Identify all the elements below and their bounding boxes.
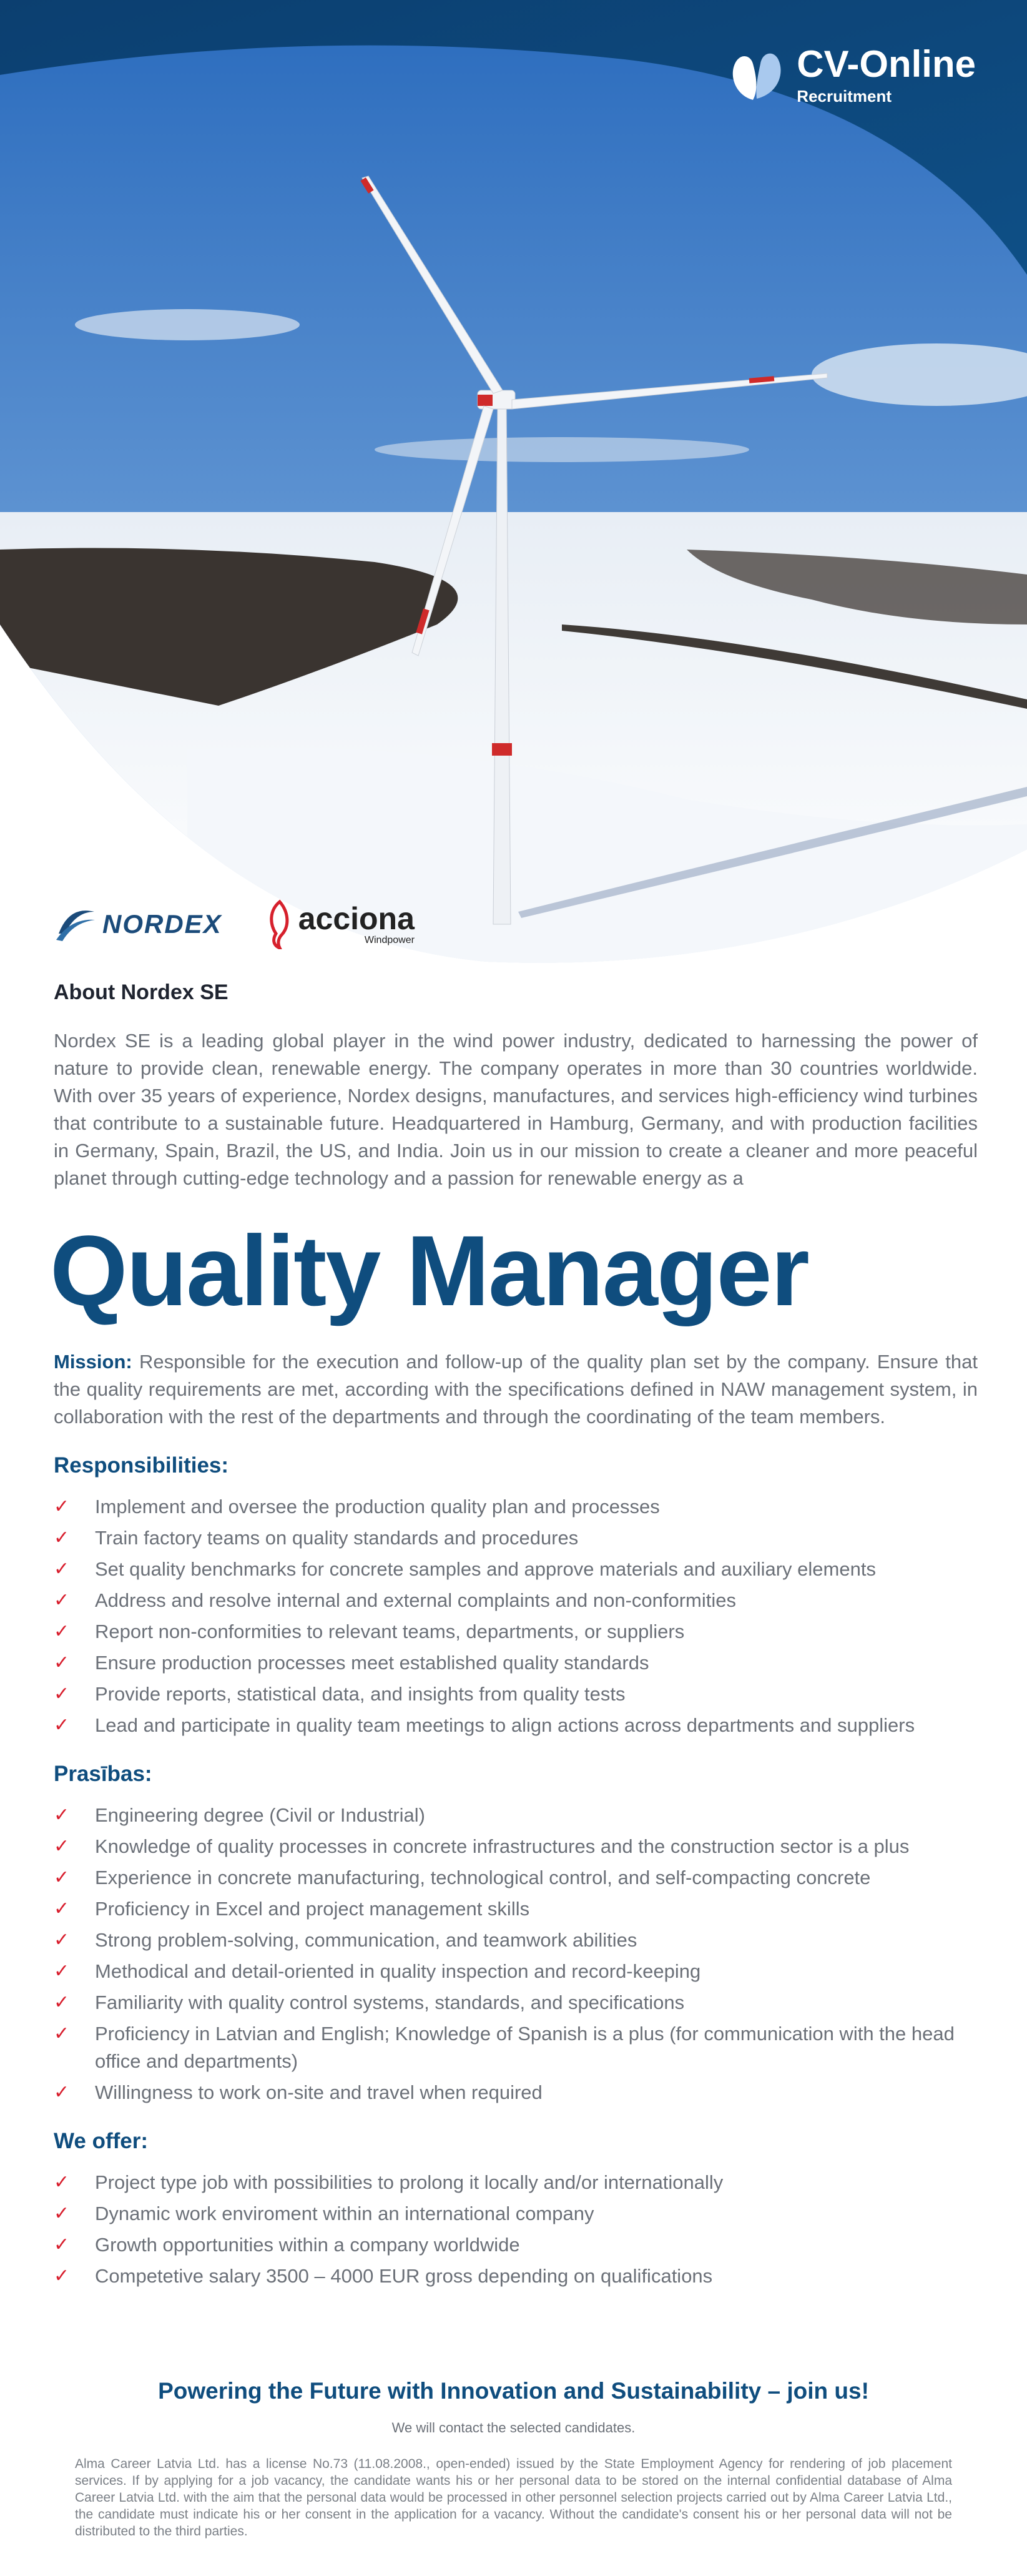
responsibilities-title: Responsibilities: [54, 1453, 229, 1478]
check-icon: ✓ [54, 1559, 70, 1579]
check-icon: ✓ [54, 1590, 70, 1611]
check-icon: ✓ [54, 1898, 70, 1919]
wind-turbine-photo [0, 0, 1027, 974]
acciona-logo [266, 899, 415, 949]
list-item [54, 1712, 978, 1739]
check-icon: ✓ [54, 1805, 70, 1825]
list-item-text: Report non-conformities to relevant teams, departments, or suppliers [95, 1621, 685, 1642]
check-icon: ✓ [54, 2082, 70, 2103]
check-icon: ✓ [54, 1715, 70, 1735]
list-item-text: Experience in concrete manufacturing, technological control, and self-compacting concrete [95, 1867, 871, 1888]
nordex-logo [54, 902, 222, 946]
check-icon: ✓ [54, 1836, 70, 1857]
check-icon: ✓ [54, 1621, 70, 1642]
check-icon: ✓ [54, 2266, 70, 2286]
check-icon: ✓ [54, 2234, 70, 2255]
list-item [54, 1895, 978, 1923]
job-title: Quality Manager [50, 1215, 808, 1326]
responsibilities-list [54, 1493, 978, 1739]
nordex-wordmark: NORDEX [102, 909, 222, 939]
list-item [54, 1618, 978, 1646]
mission-text: Responsible for the execution and follow-up of the quality plan set by the company. Ensure that the quality requirements are met, according with the specifications defined in NAW management system, in collaboration with the rest of the departments and through the coordinating of the team members. [54, 1351, 978, 1428]
list-item [54, 1587, 978, 1614]
mission-paragraph [54, 1348, 978, 1431]
about-title: About Nordex SE [54, 980, 228, 1004]
offer-list [54, 2169, 978, 2290]
list-item-text: Knowledge of quality processes in concrete infrastructures and the construction sector is a plus [95, 1835, 910, 1857]
acciona-logo-icon [266, 899, 293, 949]
hero-banner [0, 0, 1027, 974]
list-item-text: Familiarity with quality control systems, standards, and specifications [95, 1991, 685, 2013]
list-item-text: Dynamic work enviroment within an international company [95, 2203, 594, 2224]
list-item-text: Address and resolve internal and external complaints and non-conformities [95, 1589, 737, 1611]
cv-online-logo[interactable] [728, 45, 976, 105]
list-item-text: Engineering degree (Civil or Industrial) [95, 1804, 425, 1826]
list-item [54, 2020, 978, 2075]
check-icon: ✓ [54, 1496, 70, 1517]
list-item [54, 2169, 978, 2196]
list-item-text: Train factory teams on quality standards and procedures [95, 1527, 579, 1549]
about-text: Nordex SE is a leading global player in the wind power industry, dedicated to harnessing the power of nature to provide clean, renewable energy. The company operates in more than 30 countries worldwide. With over 35 years of experience, Nordex designs, manufactures, and services high-efficiency wind turbines that contribute to a sustainable future. Headquartered in Hamburg, Germany, and with production facilities in Germany, Spain, Brazil, the US, and India. Join us in our mission to create a cleaner and more peaceful planet through cutting-edge technology and a passion for renewable energy as a [54, 1030, 978, 1189]
check-icon: ✓ [54, 1527, 70, 1548]
check-icon: ✓ [54, 2172, 70, 2193]
nordex-logo-icon [54, 902, 97, 946]
list-item [54, 1833, 978, 1860]
list-item [54, 2263, 978, 2290]
list-item [54, 2079, 978, 2106]
job-description [50, 980, 978, 2294]
check-icon: ✓ [54, 2023, 70, 2044]
list-item [54, 1864, 978, 1892]
check-icon: ✓ [54, 1867, 70, 1888]
list-item-text: Willingness to work on-site and travel when required [95, 2081, 543, 2103]
list-item [54, 1927, 978, 1954]
list-item [54, 1556, 978, 1583]
cv-online-logo-icon [728, 45, 788, 105]
list-item [54, 1680, 978, 1708]
check-icon: ✓ [54, 1652, 70, 1673]
list-item [54, 1524, 978, 1552]
list-item [54, 2231, 978, 2259]
check-icon: ✓ [54, 1684, 70, 1704]
check-icon: ✓ [54, 1961, 70, 1981]
legal-disclaimer: Alma Career Latvia Ltd. has a license No.73 (11.08.2008., open-ended) issued by the State Employment Agency for rendering of job placement services. If by applying for a job vacancy, the candidate wants his or her personal data to be stored on the internal confidential database of Alma Career Latvia Ltd. with the aim that the personal data would be processed in other personnel selection projects carried out by Alma Career Latvia Ltd., the candidate must indicate his or her consent in the application for a vacancy. Without the candidate's consent his or her personal data will not be distributed to the third parties. [75, 2457, 952, 2539]
acciona-subtitle: Windpower [364, 935, 415, 945]
list-item-text: Set quality benchmarks for concrete samples and approve materials and auxiliary elements [95, 1558, 876, 1580]
mission-label: Mission: [54, 1351, 132, 1373]
list-item [54, 2200, 978, 2228]
brand-subtitle: Recruitment [797, 87, 892, 106]
list-item-text: Strong problem-solving, communication, and teamwork abilities [95, 1929, 637, 1951]
list-item-text: Methodical and detail-oriented in quality inspection and record-keeping [95, 1960, 701, 1982]
check-icon: ✓ [54, 1992, 70, 2013]
list-item-text: Proficiency in Excel and project management skills [95, 1898, 530, 1920]
list-item-text: Lead and participate in quality team meetings to align actions across departments and suppliers [95, 1714, 915, 1736]
requirements-list [54, 1802, 978, 2106]
check-icon: ✓ [54, 1930, 70, 1950]
list-item [54, 1493, 978, 1521]
list-item-text: Growth opportunities within a company worldwide [95, 2234, 520, 2256]
list-item-text: Implement and oversee the production quality plan and processes [95, 1496, 660, 1517]
acciona-wordmark: acciona [298, 901, 415, 936]
offer-title: We offer: [54, 2129, 149, 2153]
list-item [54, 1958, 978, 1985]
call-to-action: Powering the Future with Innovation and Sustainability – join us! [158, 2378, 869, 2404]
list-item [54, 1649, 978, 1677]
list-item-text: Competetive salary 3500 – 4000 EUR gross depending on qualifications [95, 2265, 713, 2287]
check-icon: ✓ [54, 2203, 70, 2224]
list-item [54, 1989, 978, 2016]
requirements-title: Prasības: [54, 1762, 152, 1786]
list-item-text: Ensure production processes meet established quality standards [95, 1652, 649, 1674]
list-item [54, 1802, 978, 1829]
contact-note: We will contact the selected candidates. [391, 2420, 636, 2435]
list-item-text: Provide reports, statistical data, and insights from quality tests [95, 1683, 626, 1705]
list-item-text: Project type job with possibilities to prolong it locally and/or internationally [95, 2171, 724, 2193]
partner-logos [54, 899, 415, 949]
brand-name: CV-Online [797, 43, 976, 85]
list-item-text: Proficiency in Latvian and English; Knowledge of Spanish is a plus (for communication with the head office and departments) [95, 2023, 955, 2072]
